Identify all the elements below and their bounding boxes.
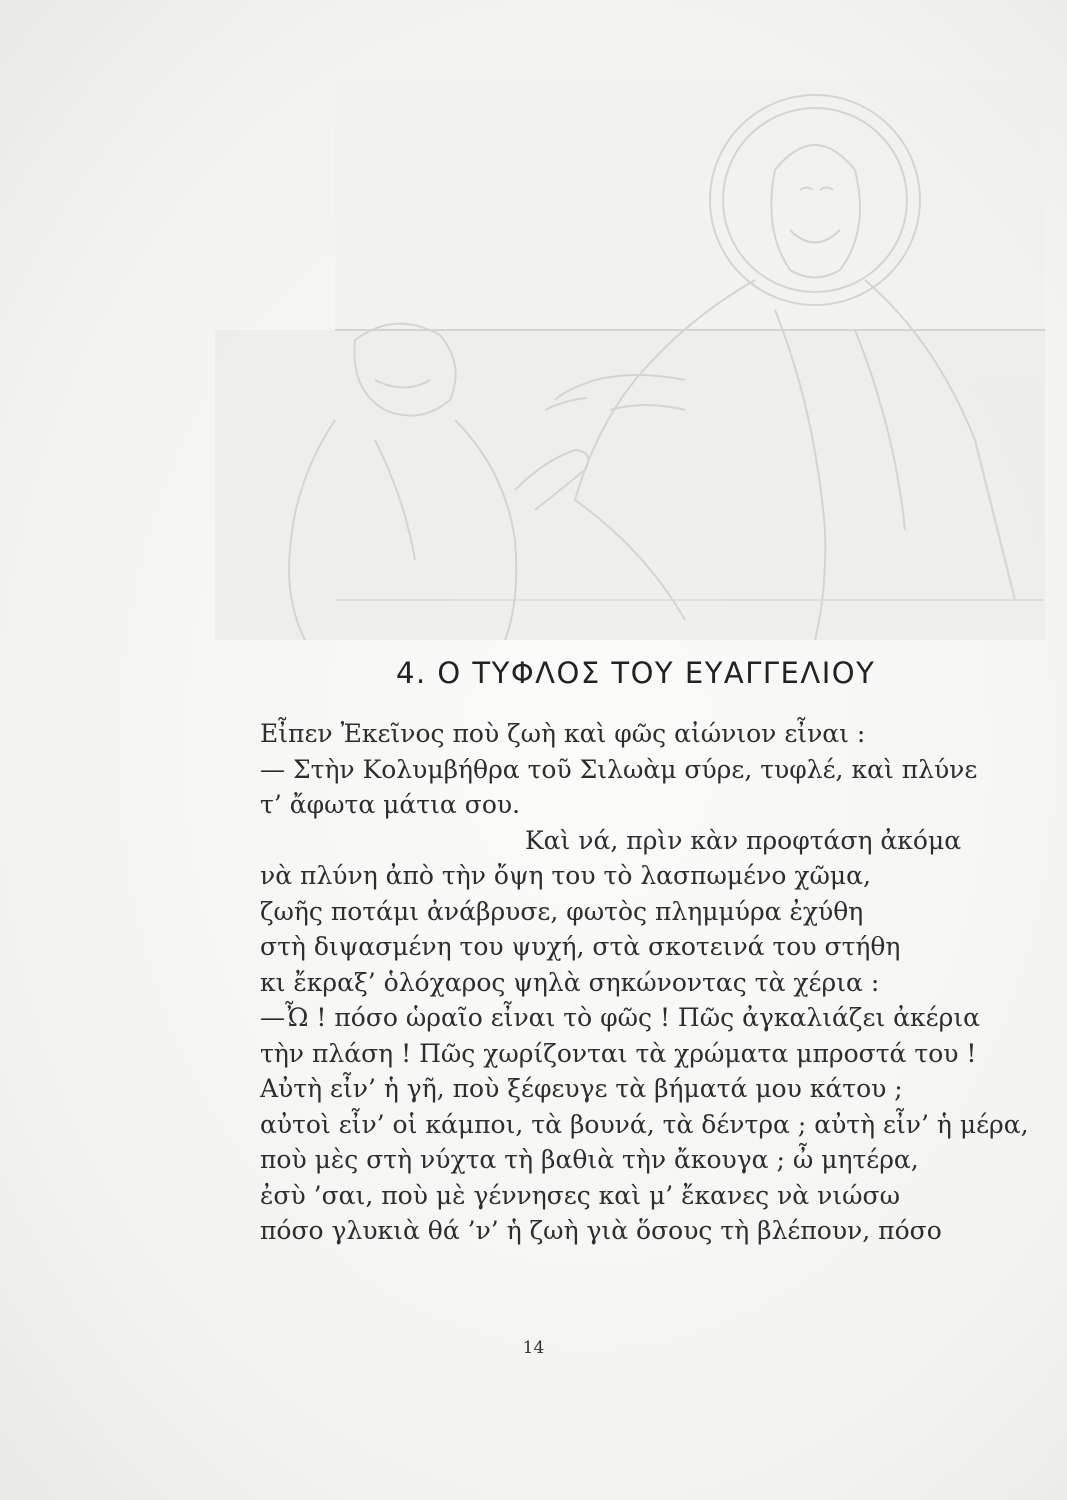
poem-line: ἐσὺ ’σαι, ποὺ μὲ γέννησες καὶ μ’ ἔκανες νὰ νιώσω	[260, 1180, 900, 1210]
page-number: 14	[522, 1338, 545, 1358]
poem-line: ποὺ μὲς στὴ νύχτα τὴ βαθιὰ τὴν ἄκουγα ; ὦ μητέρα,	[260, 1145, 919, 1174]
poem-line: — Στὴν Κολυμβήθρα τοῦ Σιλωὰμ σύρε, τυφλέ, καὶ πλύνε	[260, 754, 978, 784]
poem-line: —Ὦ ! πόσο ὡραῖο εἶναι τὸ φῶς ! Πῶς ἀγκαλιάζει ἀκέρια	[260, 1003, 981, 1032]
poem-line: κι ἔκραξ’ ὁλόχαρος ψηλὰ σηκώνοντας τὰ χέρια :	[260, 967, 880, 997]
poem-line: στὴ διψασμένη του ψυχή, στὰ σκοτεινά του στήθη	[260, 932, 901, 961]
poem-line: Αὐτὴ εἶν’ ἡ γῆ, ποὺ ξέφευγε τὰ βήματά μου κάτου ;	[260, 1074, 903, 1103]
poem-line: τὴν πλάση ! Πῶς χωρίζονται τὰ χρώματα μπροστά του !	[260, 1038, 977, 1068]
poem-line: Καὶ νά, πρὶν κὰν προφτάση ἀκόμα	[525, 825, 962, 855]
poem-line: ζωῆς ποτάμι ἀνάβρυσε, φωτὸς πλημμύρα ἐχύθη	[260, 896, 864, 926]
poem-line: τ’ ἄφωτα μάτια σου.	[260, 790, 521, 819]
chapter-heading: 4. Ο ΤΥΦΛΟΣ ΤΟΥ ΕΥΑΓΓΕΛΙΟΥ	[396, 656, 876, 690]
poem-line: πόσο γλυκιὰ θά ’ν’ ἡ ζωὴ γιὰ ὅσους τὴ βλέπουν, πόσο	[260, 1216, 942, 1245]
icon-painting-christ-healing-blind-man	[215, 80, 1045, 640]
poem-line: νὰ πλύνη ἀπὸ τὴν ὄψη του τὸ λασπωμένο χῶμα,	[260, 861, 871, 890]
poem-line: Εἶπεν Ἐκεῖνος ποὺ ζωὴ καὶ φῶς αἰώνιον εἶναι :	[260, 719, 866, 748]
poem-line: αὐτοὶ εἶν’ οἱ κάμποι, τὰ βουνά, τὰ δέντρα ; αὐτὴ εἶν’ ἡ μέρα,	[260, 1109, 1029, 1139]
poem-body	[260, 716, 1050, 1249]
